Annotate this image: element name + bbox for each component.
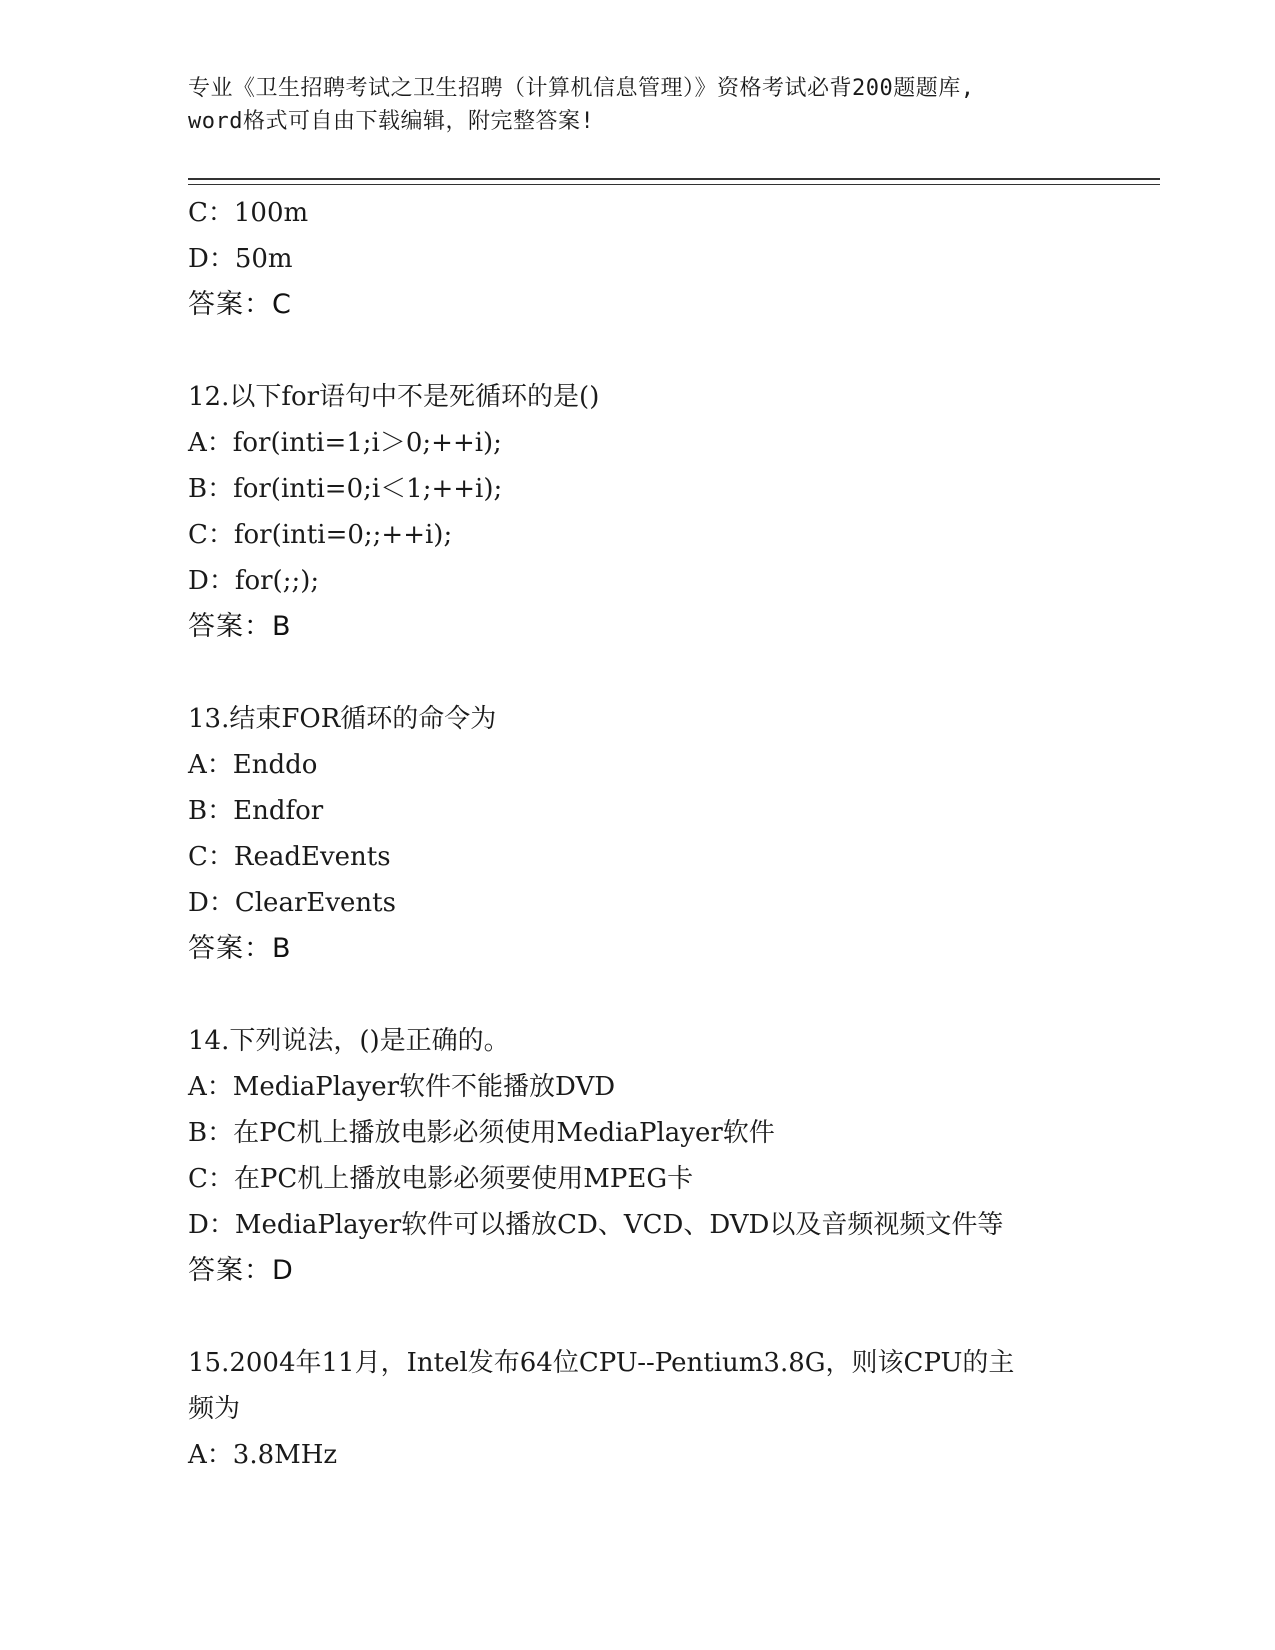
option-b: B：Endfor — [188, 796, 324, 826]
question-spacer — [188, 972, 1148, 1018]
option-d: D：MediaPlayer软件可以播放CD、VCD、DVD以及音频视频文件等 — [188, 1210, 1004, 1240]
option-a: A：MediaPlayer软件不能播放DVD — [188, 1072, 616, 1102]
header-divider-thin — [188, 184, 1160, 185]
option-d: D：50m — [188, 244, 293, 274]
question-11-tail — [188, 190, 1148, 328]
question-12 — [188, 374, 1148, 650]
answer-line: 答案：B — [188, 933, 292, 964]
answer-line: 答案：D — [188, 1255, 294, 1286]
option-a: A：for(inti=1;i＞0;++i); — [188, 428, 502, 458]
question-spacer — [188, 650, 1148, 696]
option-c: C：在PC机上播放电影必须要使用MPEG卡 — [188, 1164, 694, 1194]
option-d: D：for(;;); — [188, 566, 320, 596]
document-header — [188, 72, 1088, 138]
question-15 — [188, 1340, 1148, 1478]
question-list — [188, 190, 1148, 1478]
option-b: B：在PC机上播放电影必须使用MediaPlayer软件 — [188, 1118, 775, 1148]
option-a: A：3.8MHz — [188, 1440, 338, 1470]
question-stem: 12.以下for语句中不是死循环的是() — [188, 382, 600, 412]
question-spacer — [188, 328, 1148, 374]
option-d: D：ClearEvents — [188, 888, 396, 918]
question-stem-line-1: 15.2004年11月，Intel发布64位CPU--Pentium3.8G，则该CPU的主 — [188, 1348, 1015, 1378]
question-stem: 14.下列说法，()是正确的。 — [188, 1026, 510, 1056]
question-stem: 13.结束FOR循环的命令为 — [188, 704, 497, 734]
option-c: C：for(inti=0;;++i); — [188, 520, 453, 550]
question-14 — [188, 1018, 1148, 1294]
header-title-line-2: word格式可自由下载编辑，附完整答案! — [188, 109, 595, 134]
option-c: C：ReadEvents — [188, 842, 391, 872]
answer-line: 答案：C — [188, 289, 292, 320]
option-a: A：Enddo — [188, 750, 318, 780]
option-c: C：100m — [188, 198, 309, 228]
question-spacer — [188, 1294, 1148, 1340]
option-b: B：for(inti=0;i＜1;++i); — [188, 474, 503, 504]
answer-line: 答案：B — [188, 611, 292, 642]
question-stem-line-2: 频为 — [188, 1394, 241, 1424]
header-title-line-1: 专业《卫生招聘考试之卫生招聘（计算机信息管理）》资格考试必背200题题库, — [188, 76, 975, 101]
header-divider-thick — [188, 178, 1160, 180]
question-13 — [188, 696, 1148, 972]
